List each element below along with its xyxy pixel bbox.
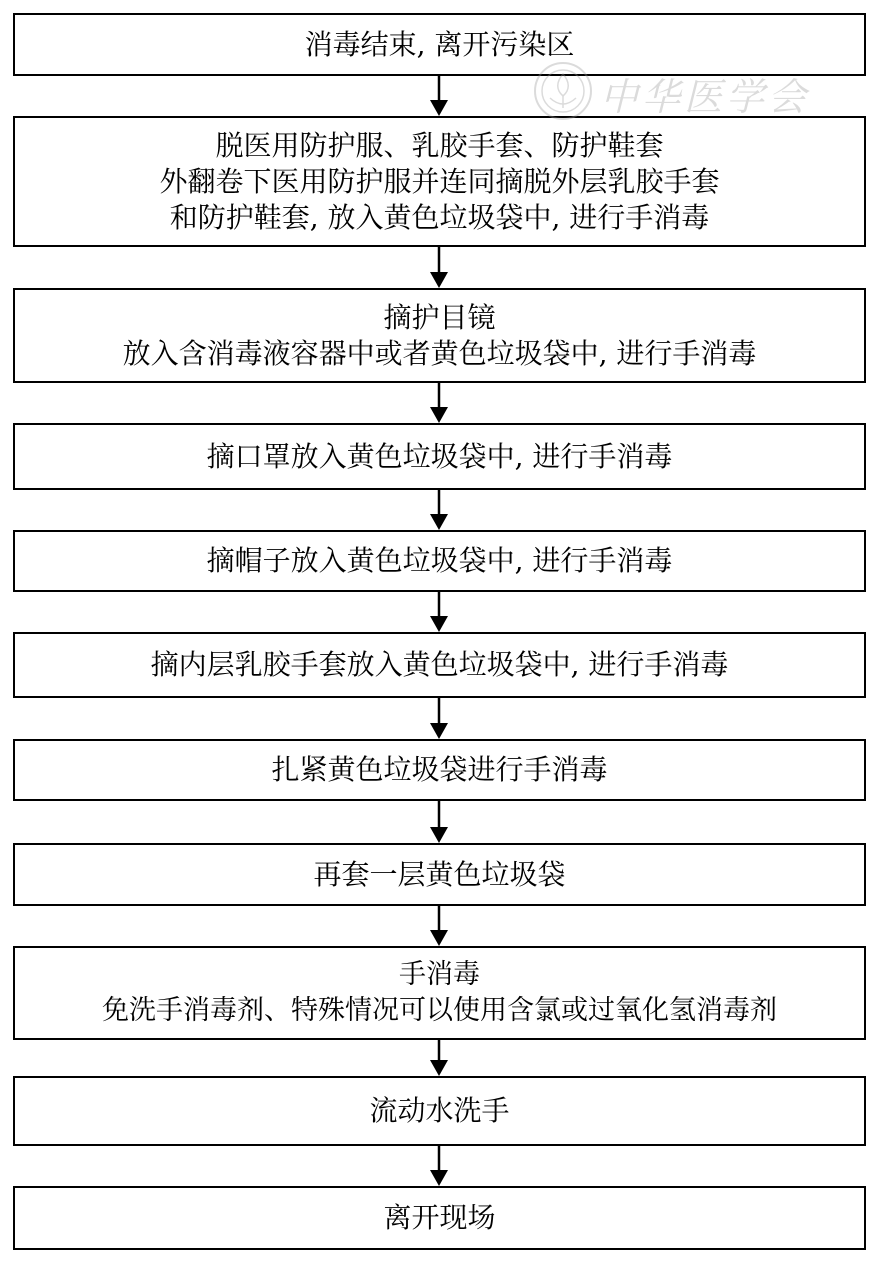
step-2-line-1: 脱医用防护服、乳胶手套、防护鞋套 xyxy=(215,128,664,162)
step-9-line-2: 免洗手消毒剂、特殊情况可以使用含氯或过氧化氢消毒剂 xyxy=(102,995,777,1026)
step-3-box xyxy=(13,288,866,383)
arrow-4-down-icon xyxy=(428,490,450,530)
step-7-box xyxy=(13,739,866,801)
step-3-line-2: 放入含消毒液容器中或者黄色垃圾袋中, 进行手消毒 xyxy=(122,336,757,370)
step-8-box xyxy=(13,843,866,906)
arrow-8-down-icon xyxy=(428,906,450,946)
step-7-line-1: 扎紧黄色垃圾袋进行手消毒 xyxy=(271,753,608,786)
step-10-line-1: 流动水洗手 xyxy=(369,1094,510,1127)
arrow-10-down-icon xyxy=(428,1146,450,1186)
step-11-line-1: 离开现场 xyxy=(383,1201,496,1234)
step-8-line-1: 再套一层黄色垃圾袋 xyxy=(313,857,566,891)
watermark-text: 中华医学会 xyxy=(600,74,811,119)
step-4-line-1: 摘口罩放入黄色垃圾袋中, 进行手消毒 xyxy=(206,439,673,473)
arrow-3-down-icon xyxy=(428,383,450,423)
step-5-box xyxy=(13,530,866,592)
arrow-7-down-icon xyxy=(428,801,450,843)
arrow-9-down-icon xyxy=(428,1040,450,1076)
step-10-box xyxy=(13,1076,866,1146)
step-1-line-1: 消毒结束, 离开污染区 xyxy=(304,27,575,61)
step-2-line-3: 和防护鞋套, 放入黄色垃圾袋中, 进行手消毒 xyxy=(169,200,710,234)
step-2-box xyxy=(13,116,866,247)
step-4-box xyxy=(13,423,866,490)
step-9-box xyxy=(13,946,866,1040)
arrow-1-down-icon xyxy=(428,76,450,116)
step-2-line-2: 外翻卷下医用防护服并连同摘脱外层乳胶手套 xyxy=(159,164,720,198)
arrow-6-down-icon xyxy=(428,698,450,739)
step-11-box xyxy=(13,1186,866,1250)
step-9-line-1: 手消毒 xyxy=(399,959,480,990)
arrow-2-down-icon xyxy=(428,247,450,288)
arrow-5-down-icon xyxy=(428,592,450,632)
step-3-line-1: 摘护目镜 xyxy=(383,300,496,334)
step-1-box xyxy=(13,13,866,76)
step-6-box xyxy=(13,632,866,698)
step-6-line-1: 摘内层乳胶手套放入黄色垃圾袋中, 进行手消毒 xyxy=(150,648,729,681)
step-5-line-1: 摘帽子放入黄色垃圾袋中, 进行手消毒 xyxy=(206,544,673,577)
